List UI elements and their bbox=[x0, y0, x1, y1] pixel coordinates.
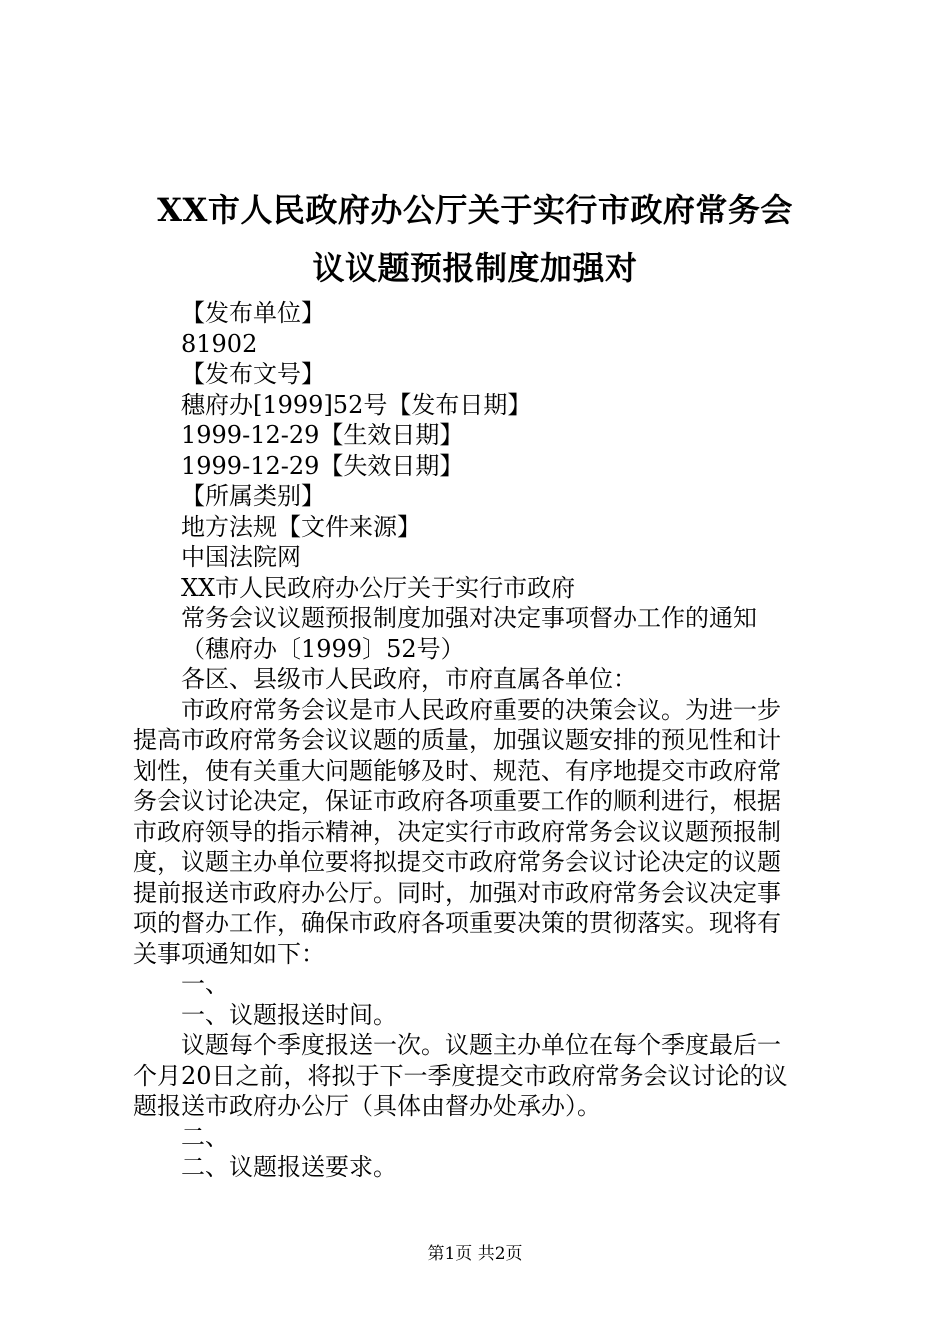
body-line: 关事项通知如下： bbox=[133, 939, 325, 968]
body-line: 各区、县级市人民政府，市府直属各单位： bbox=[181, 665, 637, 693]
body-line: 度，议题主办单位要将拟提交市政府常务会议讨论决定的议题 bbox=[133, 848, 781, 876]
body-line: 一、 bbox=[181, 970, 229, 998]
body-line: 【发布文号】 bbox=[181, 360, 325, 388]
body-line: （穗府办〔1999〕52号） bbox=[181, 634, 465, 663]
body-line: 个月20日之前，将拟于下一季度提交市政府常务会议讨论的议 bbox=[133, 1061, 788, 1090]
body-line: 题报送市政府办公厅（具体由督办处承办）。 bbox=[133, 1092, 601, 1120]
body-line: 二、议题报送要求。 bbox=[181, 1153, 397, 1181]
body-line: 地方法规【文件来源】 bbox=[181, 512, 421, 541]
document-title-line-2: 议议题预报制度加强对 bbox=[312, 249, 638, 287]
document-title-line-1: XX市人民政府办公厅关于实行市政府常务会 bbox=[157, 191, 793, 229]
body-line: 1999-12-29【失效日期】 bbox=[181, 451, 464, 480]
body-line: 划性，使有关重大问题能够及时、规范、有序地提交市政府常 bbox=[133, 756, 781, 785]
body-line: 一、议题报送时间。 bbox=[181, 1000, 397, 1029]
body-line: 穗府办[1999]52号【发布日期】 bbox=[181, 390, 532, 419]
body-line: 【发布单位】 bbox=[181, 299, 325, 327]
body-line: 二、 bbox=[181, 1122, 229, 1151]
body-line: 1999-12-29【生效日期】 bbox=[181, 421, 464, 449]
body-line: XX市人民政府办公厅关于实行市政府 bbox=[181, 573, 576, 602]
document-body bbox=[133, 298, 833, 1183]
body-line: 提前报送市政府办公厅。同时，加强对市政府常务会议决定事 bbox=[133, 878, 781, 907]
body-line: 市政府常务会议是市人民政府重要的决策会议。为进一步 bbox=[181, 695, 781, 724]
body-line: 提高市政府常务会议议题的质量，加强议题安排的预见性和计 bbox=[133, 726, 781, 754]
body-line: 市政府领导的指示精神，决定实行市政府常务会议议题预报制 bbox=[133, 817, 781, 846]
body-line: 【所属类别】 bbox=[181, 482, 325, 510]
body-line: 项的督办工作，确保市政府各项重要决策的贯彻落实。现将有 bbox=[133, 909, 781, 937]
body-line: 中国法院网 bbox=[181, 543, 301, 571]
body-line: 议题每个季度报送一次。议题主办单位在每个季度最后一 bbox=[181, 1031, 781, 1059]
page-footer: 第1页 共2页 bbox=[427, 1244, 523, 1264]
body-line: 81902 bbox=[181, 329, 258, 358]
body-line: 务会议讨论决定，保证市政府各项重要工作的顺利进行，根据 bbox=[133, 787, 781, 815]
body-line: 常务会议议题预报制度加强对决定事项督办工作的通知 bbox=[181, 604, 757, 632]
